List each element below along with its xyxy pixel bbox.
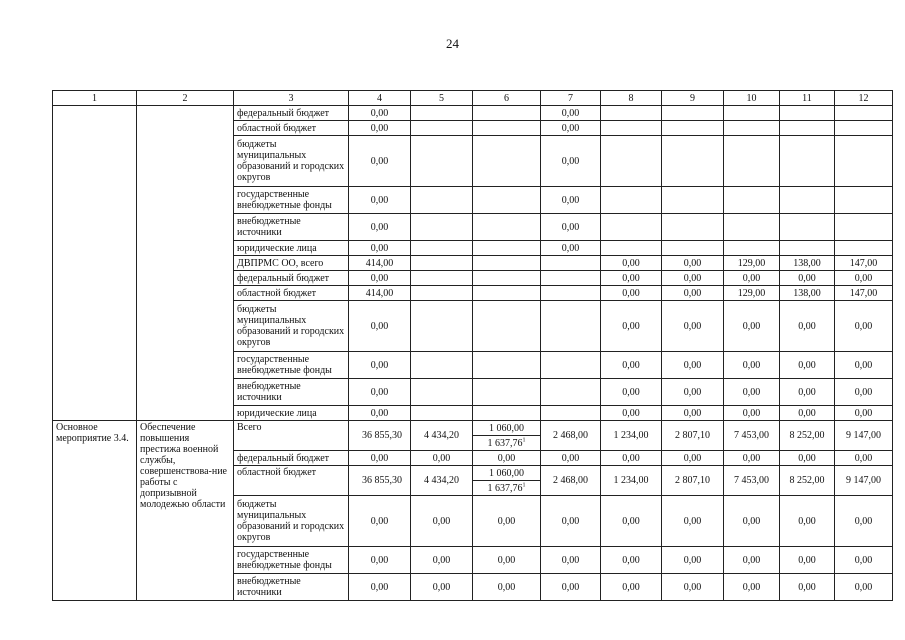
column-header: 11 [780,91,835,106]
funding-source-cell: государственные внебюджетные фонды [234,187,349,214]
funding-source-cell: федеральный бюджет [234,451,349,466]
value-cell [411,379,473,406]
value-cell: 1 234,00 [601,421,662,451]
value-cell [411,352,473,379]
value-cell [780,136,835,187]
value-cell: 0,00 [349,406,411,421]
value-cell [780,241,835,256]
footnote-marker: 1 [522,437,526,444]
value-cell: 414,00 [349,256,411,271]
value-cell: 0,00 [349,496,411,547]
page-number: 24 [446,36,459,51]
value-cell: 0,00 [780,496,835,547]
value-cell: 0,00 [411,547,473,574]
value-cell [473,136,541,187]
value-cell: 0,00 [541,214,601,241]
value-cell [835,187,893,214]
value-cell: 0,00 [662,352,724,379]
column-header: 4 [349,91,411,106]
funding-source-cell: областной бюджет [234,286,349,301]
value-cell [473,256,541,271]
value-cell [541,379,601,406]
value-cell: 147,00 [835,256,893,271]
value-cell [601,121,662,136]
value-cell: 0,00 [780,352,835,379]
value-cell: 0,00 [541,241,601,256]
funding-source-cell: бюджеты муниципальных образований и городских округов [234,301,349,352]
value-cell: 0,00 [835,271,893,286]
value-cell [411,256,473,271]
value-cell [724,106,780,121]
value-cell: 0,00 [349,271,411,286]
value-cell: 0,00 [662,496,724,547]
value-cell: 0,00 [349,214,411,241]
value-cell: 0,00 [724,271,780,286]
value-cell [724,187,780,214]
value-cell: 0,00 [662,286,724,301]
measure-code-cell: Основное мероприятие 3.4. [53,421,137,601]
value-cell [662,241,724,256]
value-cell [473,271,541,286]
value-cell [780,106,835,121]
column-header: 1 [53,91,137,106]
value-cell: 36 855,30 [349,466,411,496]
value-cell: 0,00 [601,256,662,271]
value-cell: 4 434,20 [411,466,473,496]
value-cell [662,106,724,121]
value-cell: 0,00 [780,271,835,286]
value-cell: 0,00 [541,451,601,466]
value-cell: 0,00 [601,547,662,574]
value-cell [473,352,541,379]
value-cell: 0,00 [662,271,724,286]
value-cell [780,214,835,241]
value-cell: 0,00 [724,301,780,352]
value-cell: 147,00 [835,286,893,301]
column-header: 7 [541,91,601,106]
value-cell: 0,00 [411,496,473,547]
value-cell [662,121,724,136]
value-cell [541,301,601,352]
value-cell: 0,00 [541,496,601,547]
funding-source-cell: бюджеты муниципальных образований и городских округов [234,136,349,187]
value-cell: 0,00 [601,286,662,301]
value-cell: 129,00 [724,256,780,271]
value-cell: 0,00 [835,574,893,601]
value-cell: 1 234,00 [601,466,662,496]
value-cell: 0,00 [349,106,411,121]
value-cell: 0,00 [541,547,601,574]
value-cell [473,406,541,421]
value-cell: 0,00 [780,406,835,421]
value-cell: 138,00 [780,286,835,301]
value-cell: 0,00 [349,136,411,187]
value-cell: 2 807,10 [662,421,724,451]
value-cell [662,187,724,214]
value-cell: 0,00 [662,301,724,352]
value-cell: 0,00 [349,379,411,406]
value-cell: 0,00 [601,271,662,286]
column-header: 10 [724,91,780,106]
value-cell: 0,00 [349,352,411,379]
extra-value-cell [473,481,541,496]
value-cell: 414,00 [349,286,411,301]
header-row [53,91,893,106]
funding-source-cell: Всего [234,421,349,451]
value-cell: 0,00 [473,547,541,574]
value-cell: 0,00 [662,406,724,421]
value-cell: 0,00 [601,301,662,352]
funding-source-cell: областной бюджет [234,466,349,496]
value-cell [724,214,780,241]
column-header: 9 [662,91,724,106]
empty-name-cell [137,106,234,421]
value-cell: 0,00 [662,547,724,574]
value-cell: 0,00 [780,301,835,352]
value-cell: 0,00 [349,187,411,214]
value-cell [601,106,662,121]
value-cell: 0,00 [835,301,893,352]
value-cell [473,214,541,241]
value-cell: 0,00 [835,451,893,466]
value-cell [601,136,662,187]
value-cell: 7 453,00 [724,466,780,496]
value-cell [411,214,473,241]
value-cell: 1 060,00 [473,421,541,436]
value-cell: 4 434,20 [411,421,473,451]
column-header: 3 [234,91,349,106]
value-cell [411,241,473,256]
extra-value: 1 637,76 [487,482,523,494]
funding-source-cell: внебюджетные источники [234,574,349,601]
value-cell: 0,00 [411,574,473,601]
value-cell [411,121,473,136]
extra-value-cell [473,436,541,451]
value-cell [541,271,601,286]
value-cell: 0,00 [724,496,780,547]
value-cell: 0,00 [780,451,835,466]
value-cell: 0,00 [724,451,780,466]
value-cell: 36 855,30 [349,421,411,451]
value-cell: 0,00 [724,352,780,379]
value-cell [473,286,541,301]
value-cell: 0,00 [724,547,780,574]
value-cell: 8 252,00 [780,466,835,496]
value-cell: 138,00 [780,256,835,271]
value-cell: 0,00 [662,451,724,466]
value-cell: 9 147,00 [835,421,893,451]
funding-source-cell: бюджеты муниципальных образований и городских округов [234,496,349,547]
value-cell: 0,00 [601,451,662,466]
funding-source-cell: областной бюджет [234,121,349,136]
value-cell [835,136,893,187]
value-cell [601,214,662,241]
column-header: 8 [601,91,662,106]
value-cell: 0,00 [662,574,724,601]
value-cell [835,121,893,136]
value-cell [473,187,541,214]
value-cell: 0,00 [473,496,541,547]
value-cell: 0,00 [473,451,541,466]
value-cell [835,106,893,121]
value-cell: 0,00 [541,187,601,214]
table-body [53,91,893,601]
table-row [53,421,893,436]
value-cell: 0,00 [780,379,835,406]
value-cell: 2 468,00 [541,466,601,496]
value-cell [541,286,601,301]
value-cell: 0,00 [780,574,835,601]
value-cell [473,241,541,256]
value-cell: 0,00 [835,379,893,406]
value-cell: 0,00 [541,106,601,121]
value-cell [411,106,473,121]
value-cell: 1 060,00 [473,466,541,481]
value-cell: 0,00 [349,121,411,136]
value-cell: 0,00 [473,574,541,601]
value-cell [662,136,724,187]
column-header: 6 [473,91,541,106]
funding-source-cell: юридические лица [234,406,349,421]
value-cell [473,379,541,406]
value-cell [835,241,893,256]
funding-source-cell: внебюджетные источники [234,214,349,241]
funding-source-cell: федеральный бюджет [234,271,349,286]
value-cell: 0,00 [349,547,411,574]
value-cell: 0,00 [724,574,780,601]
footnote-marker: 1 [522,482,526,489]
value-cell: 0,00 [724,406,780,421]
value-cell [411,286,473,301]
value-cell: 0,00 [541,136,601,187]
value-cell: 0,00 [349,241,411,256]
measure-name-cell: Обеспечение повышения престижа военной службы, совершенствова-ние работы с допризывной молодежью области [137,421,234,601]
value-cell: 0,00 [601,406,662,421]
value-cell [780,187,835,214]
funding-source-cell: ДВПРМС ОО, всего [234,256,349,271]
value-cell [411,271,473,286]
extra-value: 1 637,76 [487,437,523,449]
value-cell [601,187,662,214]
value-cell: 0,00 [541,574,601,601]
value-cell: 129,00 [724,286,780,301]
value-cell [662,214,724,241]
value-cell: 0,00 [662,256,724,271]
value-cell: 0,00 [835,496,893,547]
value-cell: 0,00 [349,451,411,466]
value-cell: 0,00 [780,547,835,574]
value-cell: 0,00 [601,496,662,547]
value-cell [473,121,541,136]
value-cell: 2 468,00 [541,421,601,451]
column-header: 12 [835,91,893,106]
value-cell: 8 252,00 [780,421,835,451]
value-cell [724,136,780,187]
value-cell: 0,00 [411,451,473,466]
value-cell: 0,00 [662,379,724,406]
value-cell [473,106,541,121]
value-cell [411,136,473,187]
value-cell [473,301,541,352]
column-header: 2 [137,91,234,106]
value-cell: 0,00 [541,121,601,136]
value-cell [780,121,835,136]
value-cell [601,241,662,256]
value-cell [724,121,780,136]
empty-code-cell [53,106,137,421]
value-cell [411,187,473,214]
value-cell: 0,00 [601,574,662,601]
value-cell: 2 807,10 [662,466,724,496]
value-cell: 0,00 [601,379,662,406]
value-cell: 0,00 [835,352,893,379]
funding-source-cell: федеральный бюджет [234,106,349,121]
value-cell [411,301,473,352]
value-cell: 9 147,00 [835,466,893,496]
value-cell [724,241,780,256]
funding-source-cell: государственные внебюджетные фонды [234,547,349,574]
value-cell: 0,00 [601,352,662,379]
value-cell: 0,00 [349,574,411,601]
value-cell [541,256,601,271]
column-header: 5 [411,91,473,106]
value-cell: 0,00 [349,301,411,352]
value-cell: 0,00 [835,547,893,574]
funding-source-cell: юридические лица [234,241,349,256]
value-cell [541,352,601,379]
budget-table [52,90,893,601]
funding-source-cell: государственные внебюджетные фонды [234,352,349,379]
value-cell [411,406,473,421]
value-cell [541,406,601,421]
value-cell: 7 453,00 [724,421,780,451]
table-row [53,106,893,121]
value-cell [835,214,893,241]
value-cell: 0,00 [724,379,780,406]
value-cell: 0,00 [835,406,893,421]
funding-source-cell: внебюджетные источники [234,379,349,406]
